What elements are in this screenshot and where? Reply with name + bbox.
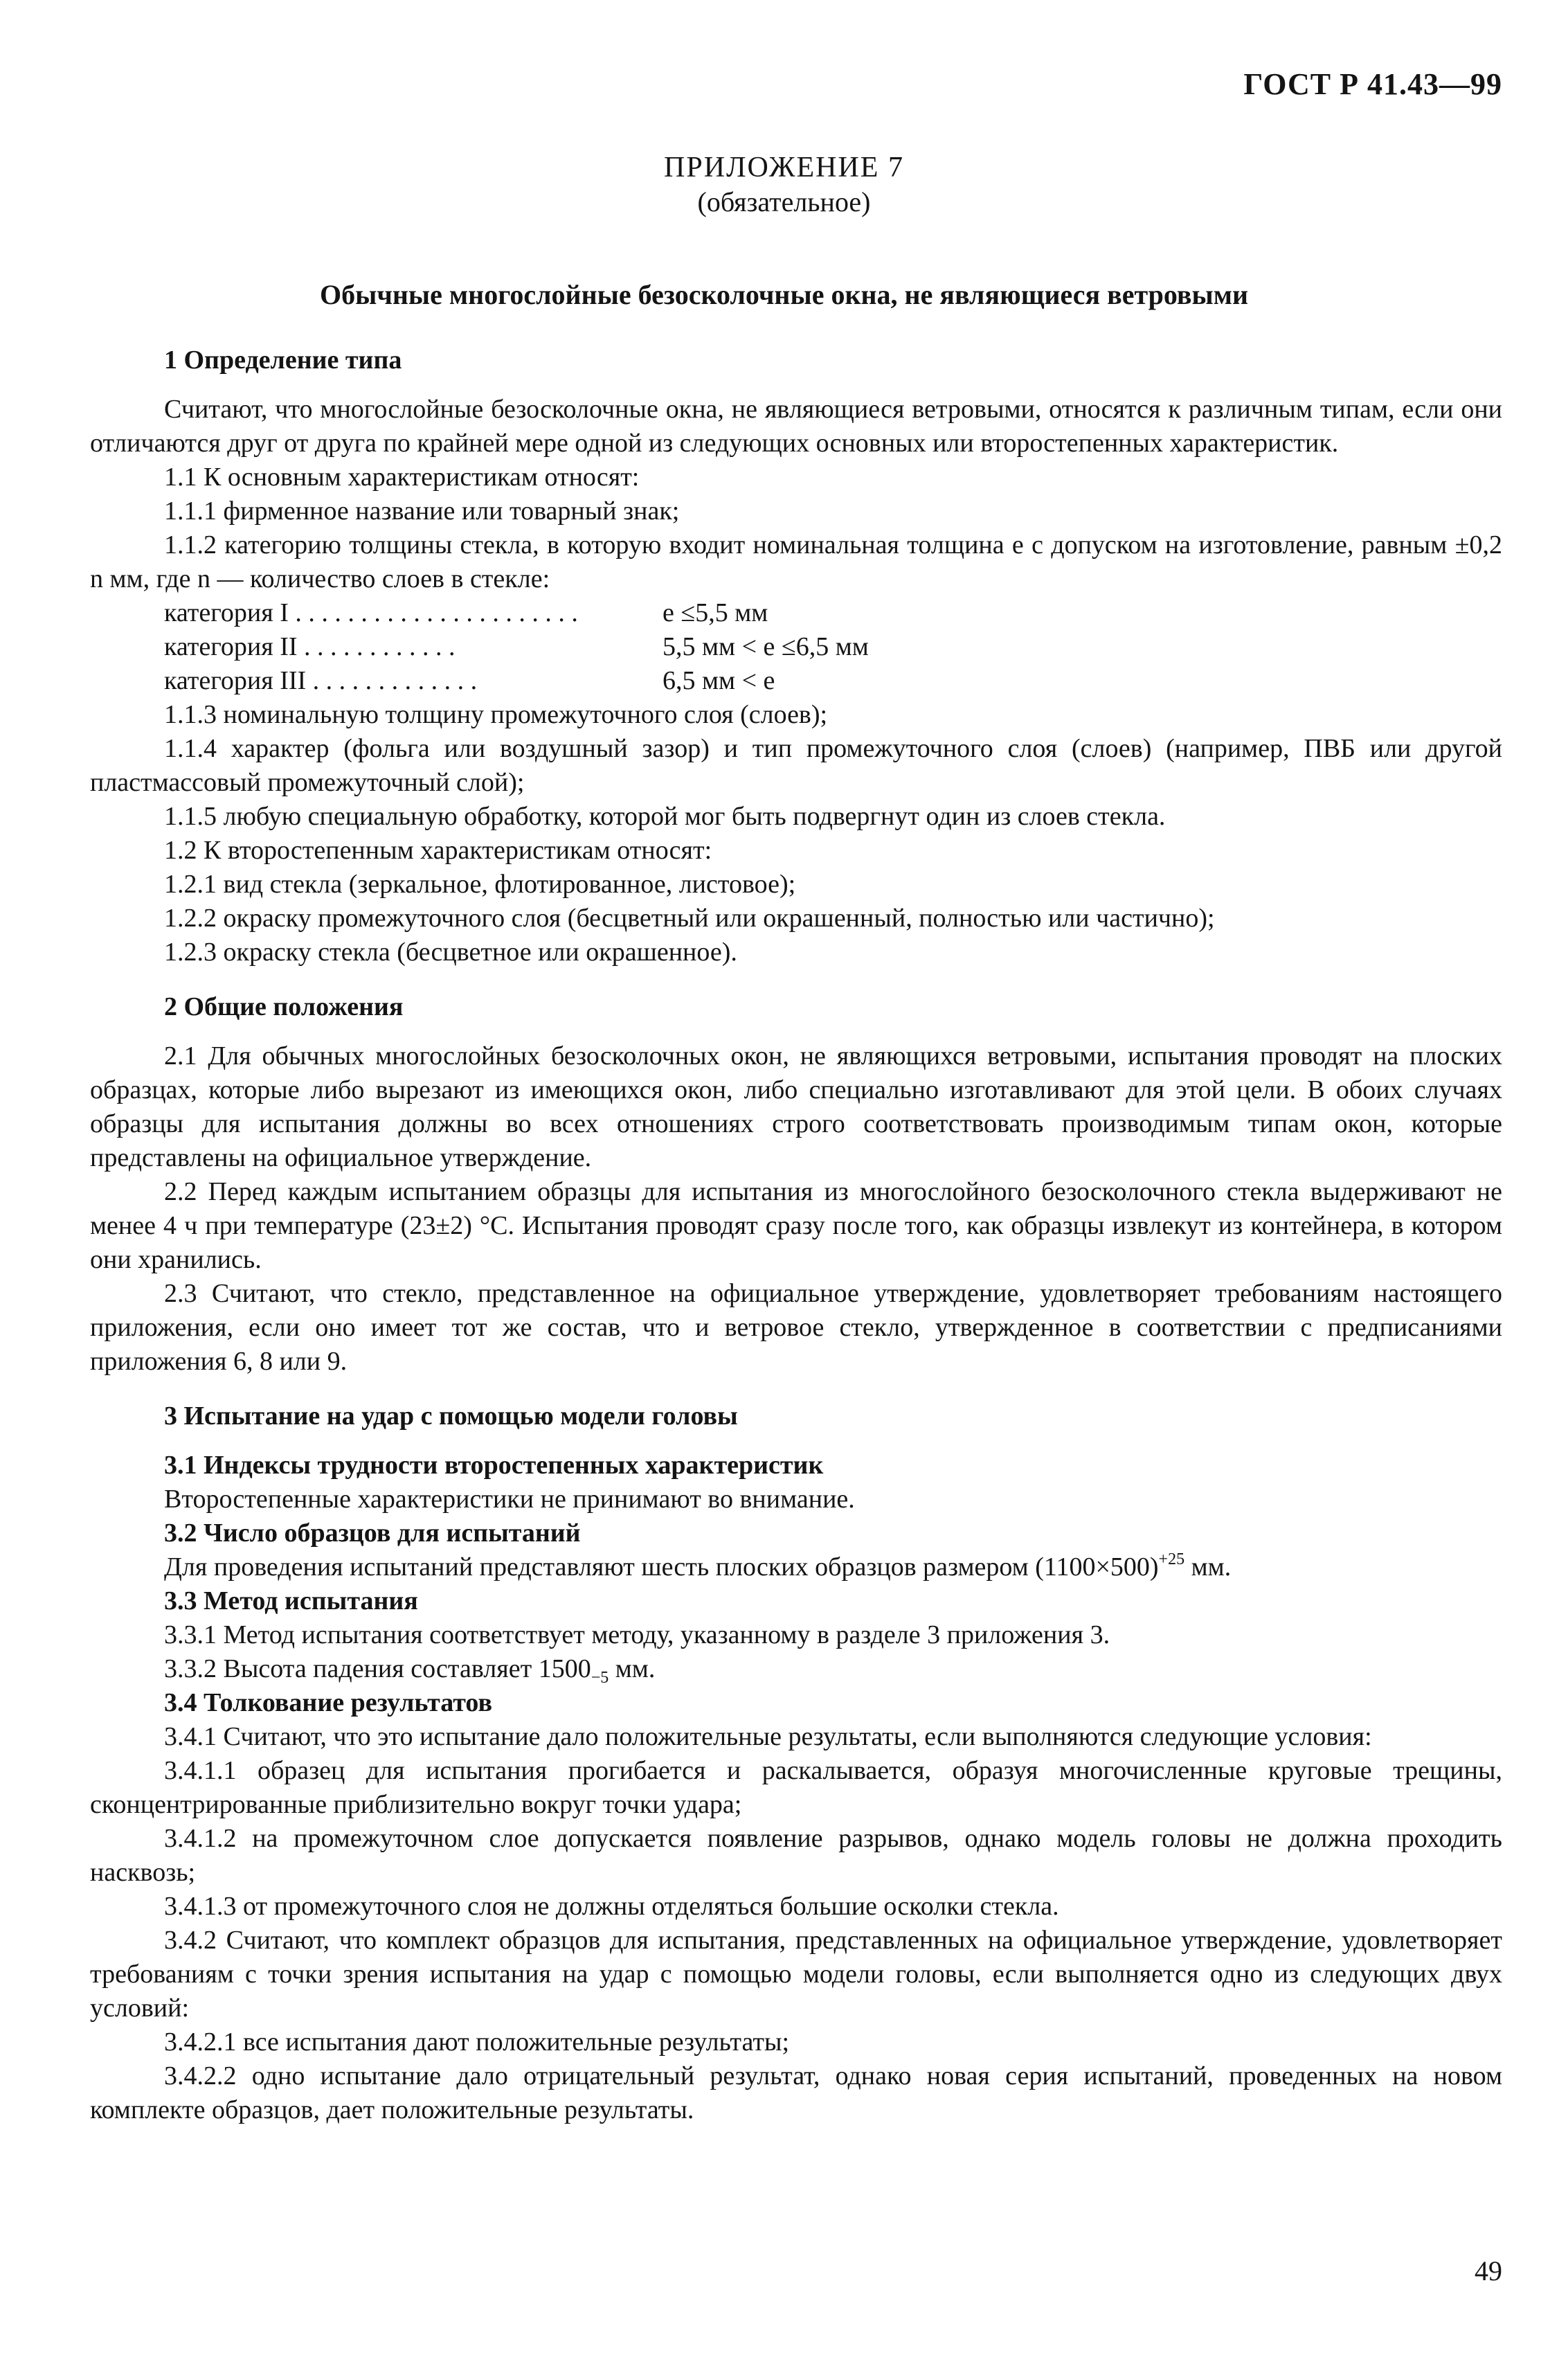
thickness-category-row [164,596,1502,630]
main-title: Обычные многослойные безосколочные окна, не являющиеся ветровыми [319,279,1249,310]
paragraph: 1.1.3 номинальную толщину промежуточного слоя (слоев); [164,700,828,729]
paragraph: Считают, что многослойные безосколочные окна, не являющиеся ветровыми, относятся к различным типам, если они отличаются друг от друга по крайней мере одной из следующих основных или второстепенных характеристик. [90,395,1502,458]
section-3-heading: 3 Испытание на удар с помощью модели головы [164,1402,738,1431]
thickness-category-row [164,630,1502,664]
paragraph: 1.1.4 характер (фольга или воздушный зазор) и тип промежуточного слоя (слоев) (например, ПВБ или другой пластмассовый промежуточный слой); [90,734,1502,797]
thickness-category-row [164,664,1502,698]
text-run: мм. [609,1654,656,1683]
subsection-heading: 3.2 Число образцов для испытаний [164,1519,581,1548]
subsection-heading: 3.4 Толкование результатов [164,1688,492,1717]
paragraph: 2.3 Считают, что стекло, представленное на официальное утверждение, удовлетворяет требованиям настоящего приложения, если оно имеет тот же состав, что и ветровое стекло, утвержденное в соответствии с предписаниями приложения 6, 8 или 9. [90,1279,1502,1376]
paragraph: 1.2 К второстепенным характеристикам относят: [164,836,712,865]
text-run: мм. [1184,1552,1232,1582]
paragraph: 3.4.1.3 от промежуточного слоя не должны отделяться большие осколки стекла. [164,1892,1059,1921]
subsection-heading: 3.3 Метод испытания [164,1586,418,1615]
paragraph: 2.1 Для обычных многослойных безосколочных окон, не являющихся ветровыми, испытания проводят на плоских образцах, которые либо вырезают из имеющихся окон, либо специально изготавливают для этой цели. В обоих случаях образцы для испытания должны во всех отношениях строго соответствовать производимым типам окон, которые представлены на официальное утверждение. [90,1041,1502,1172]
paragraph: Второстепенные характеристики не принимают во внимание. [164,1485,855,1514]
paragraph: 3.3.1 Метод испытания соответствует методу, указанному в разделе 3 приложения 3. [164,1620,1110,1649]
paragraph: 1.1.2 категорию толщины стекла, в которую входит номинальная толщина e с допуском на изготовление, равным ±0,2 n мм, где n — количество слоев в стекле: [90,530,1502,593]
paragraph: 1.1.5 любую специальную обработку, которой мог быть подвергнут один из слоев стекла. [164,802,1166,831]
paragraph [90,1652,1502,1686]
page-number: 49 [1475,2255,1502,2286]
category-value: 6,5 мм < e [663,666,775,695]
appendix-subtitle: (обязательное) [697,186,871,217]
paragraph: 2.2 Перед каждым испытанием образцы для испытания из многослойного безосколочного стекла выдерживают не менее 4 ч при температуре (23±2) °С. Испытания проводят сразу после того, как образцы извлекут из контейнера, в котором они хранились. [90,1177,1502,1274]
category-label: категория III . . . . . . . . . . . . . [164,666,478,695]
appendix-title: ПРИЛОЖЕНИЕ 7 [664,152,904,183]
paragraph: 3.4.1.1 образец для испытания прогибается и раскалывается, образуя многочисленные круговые трещины, сконцентрированные приблизительно вокруг точки удара; [90,1756,1502,1819]
paragraph: 1.1.1 фирменное название или товарный знак; [164,496,680,526]
document-id: ГОСТ Р 41.43—99 [1243,67,1502,101]
text-run: Для проведения испытаний представляют шесть плоских образцов размером (1100×500) [164,1552,1159,1582]
paragraph: 1.1 К основным характеристикам относят: [164,463,640,492]
section-1-heading: 1 Определение типа [164,346,402,375]
subsection-heading: 3.1 Индексы трудности второстепенных характеристик [164,1451,824,1480]
document-body [90,343,1502,2127]
category-label: категория I . . . . . . . . . . . . . . . . . . . . . . [164,598,578,627]
paragraph: 1.2.1 вид стекла (зеркальное, флотированное, листовое); [164,870,796,899]
category-label: категория II . . . . . . . . . . . . [164,632,456,661]
paragraph: 1.2.2 окраску промежуточного слоя (бесцветный или окрашенный, полностью или частично); [164,904,1215,933]
section-2-heading: 2 Общие положения [164,992,404,1021]
category-value: e ≤5,5 мм [663,598,768,627]
paragraph: 3.4.2 Считают, что комплект образцов для испытания, представленных на официальное утверждение, удовлетворяет требованиям с точки зрения испытания на удар с помощью модели головы, если выполняется одно из следующих двух условий: [90,1926,1502,2023]
tolerance-subscript: −5 [591,1669,609,1687]
category-value: 5,5 мм < e ≤6,5 мм [663,632,869,661]
text-run: 3.3.2 Высота падения составляет 1500 [164,1654,591,1683]
paragraph: 1.2.3 окраску стекла (бесцветное или окрашенное). [164,938,737,967]
paragraph: 3.4.2.1 все испытания дают положительные результаты; [164,2027,790,2057]
paragraph: 3.4.1 Считают, что это испытание дало положительные результаты, если выполняются следующие условия: [164,1722,1372,1751]
paragraph [90,1550,1502,1584]
tolerance-superscript: +25 [1158,1550,1185,1568]
paragraph: 3.4.1.2 на промежуточном слое допускается появление разрывов, однако модель головы не должна проходить насквозь; [90,1824,1502,1887]
paragraph: 3.4.2.2 одно испытание дало отрицательный результат, однако новая серия испытаний, проведенных на новом комплекте образцов, дает положительные результаты. [90,2061,1502,2124]
